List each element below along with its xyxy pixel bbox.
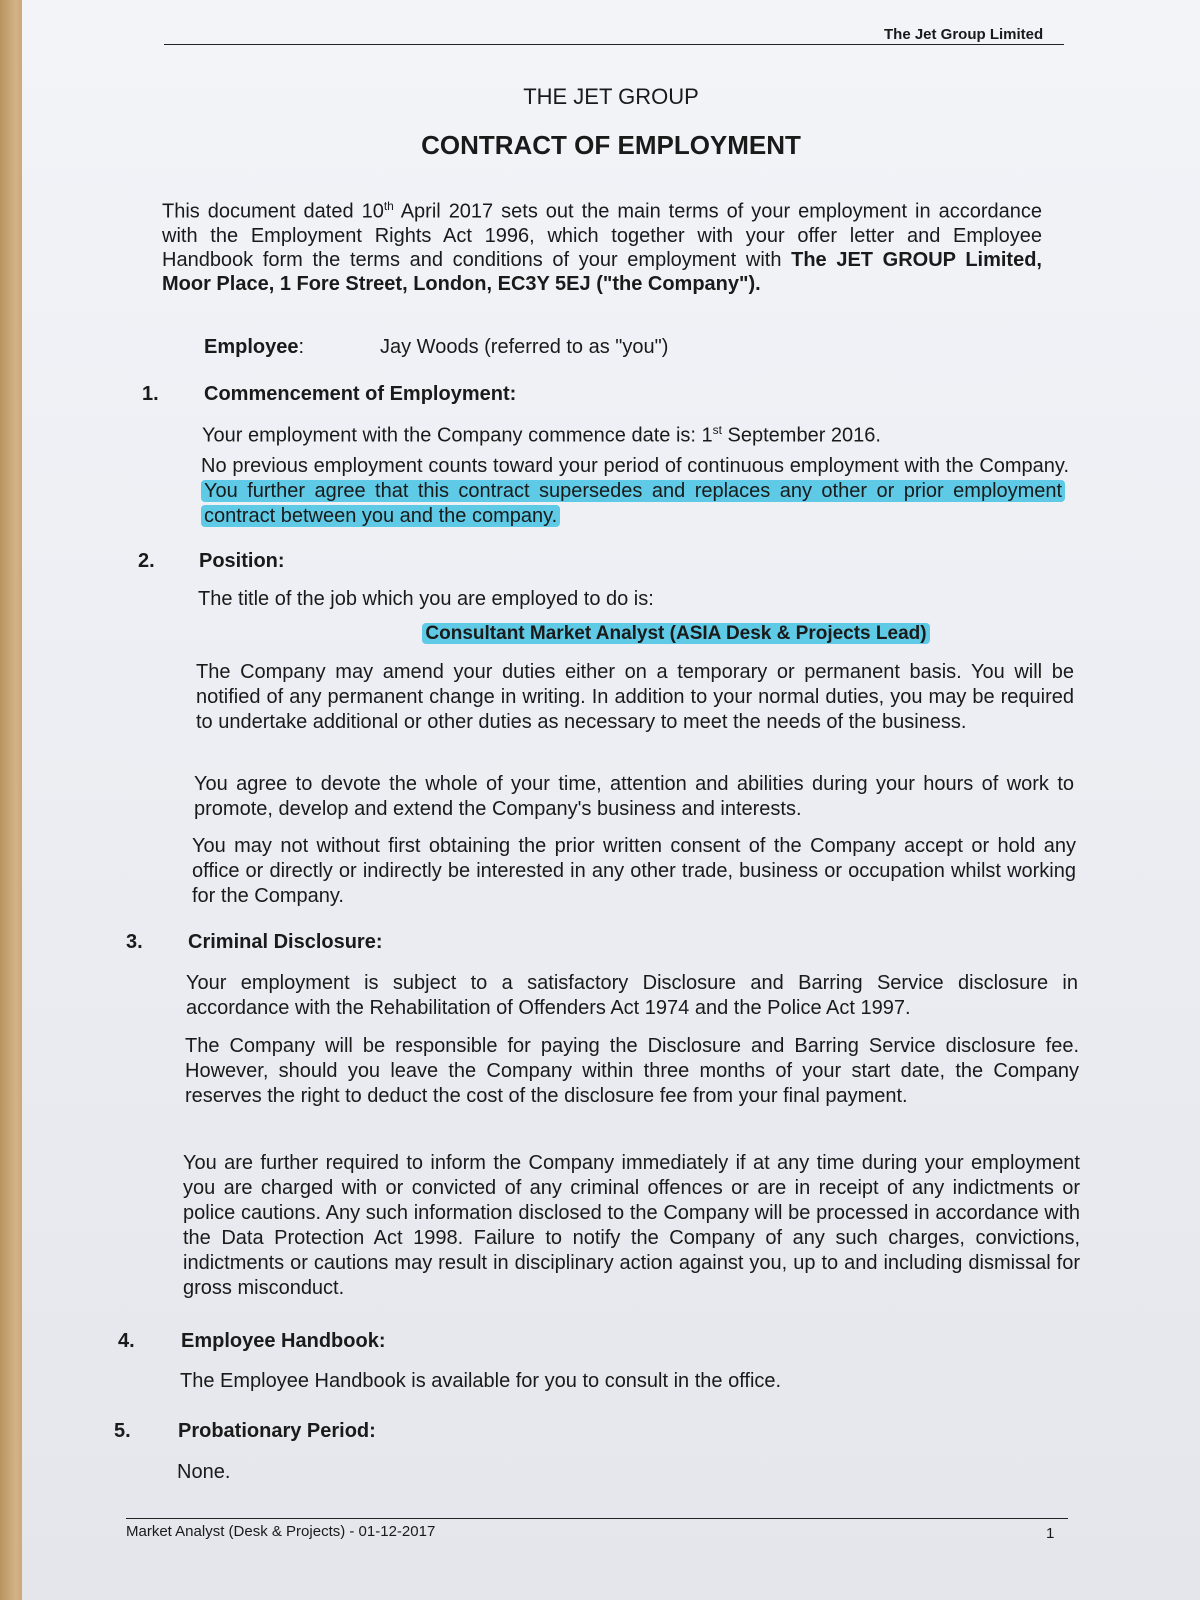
section-2-number: 2.: [138, 550, 155, 572]
intro-text-a: This document dated 10: [162, 200, 384, 223]
section-5-heading: Probationary Period:: [178, 1420, 376, 1442]
organisation-title: THE JET GROUP: [523, 84, 699, 109]
footer-rule: [126, 1518, 1068, 1519]
section-3-fee: The Company will be responsible for paying the Disclosure and Barring Service disclosure fee. However, should you leave the Company within three months of your start date, the Company reserves the right to deduct the cost of the disclosure fee from your final payment.: [185, 1035, 1079, 1107]
commence-superscript: st: [712, 423, 722, 437]
header-rule: [164, 44, 1064, 45]
section-4-text: The Employee Handbook is available for you to consult in the office.: [180, 1370, 782, 1392]
job-title-line: [366, 623, 986, 645]
section-3-subject: Your employment is subject to a satisfactory Disclosure and Barring Service disclosure in accordance with the Rehabilitation of Offenders Act 1974 and the Police Act 1997.: [186, 972, 1078, 1019]
page-number: 1: [1046, 1525, 1055, 1542]
section-2-devotion: You agree to devote the whole of your time, attention and abilities during your hours of work to promote, develop and extend the Company's business and interests.: [194, 773, 1074, 820]
highlighted-job-title: Consultant Market Analyst (ASIA Desk & Projects Lead): [422, 623, 929, 644]
intro-text-b: April 2017 sets out the main terms of your employment in accordance with the Employment Rights Act 1996, which together with your offer letter and Employee Handbook form the terms and conditions of your employment with: [162, 200, 1042, 271]
section-1-number: 1.: [142, 383, 159, 405]
section-5-number: 5.: [114, 1420, 131, 1442]
section-2-intro: The title of the job which you are employed to do is:: [198, 588, 654, 610]
section-1-continuity: [201, 454, 1069, 529]
section-3-number: 3.: [126, 931, 143, 953]
section-4-heading: Employee Handbook:: [181, 1330, 386, 1352]
commence-text: Your employment with the Company commence date is: 1: [202, 424, 713, 447]
contract-page: [22, 0, 1200, 1600]
intro-paragraph: [162, 194, 1042, 296]
employee-colon: :: [298, 336, 305, 358]
continuity-text: No previous employment counts toward your period of continuous employment with the Company.: [201, 455, 1069, 477]
section-3-heading: Criminal Disclosure:: [188, 931, 383, 953]
section-3-inform: You are further required to inform the Company immediately if at any time during your employment you are charged with or convicted of any criminal offences or are in receipt of any indictments or police cautions. Any such information disclosed to the Company will be processed in accordance with the Data Protection Act 1998. Failure to notify the Company of any such charges, convictions, indictments or cautions may result in disciplinary action against you, up to and including dismissal for gross misconduct.: [183, 1152, 1080, 1299]
employee-row: [204, 336, 304, 359]
intro-superscript: th: [383, 199, 394, 213]
document-title: CONTRACT OF EMPLOYMENT: [421, 130, 801, 160]
footer-reference: Market Analyst (Desk & Projects) - 01-12-2017: [126, 1523, 436, 1540]
section-2-heading: Position:: [199, 550, 285, 572]
section-4-number: 4.: [118, 1330, 135, 1352]
company-address: The JET GROUP Limited, Moor Place, 1 Fore Street, London, EC3Y 5EJ ("the Company").: [162, 248, 1042, 295]
running-header: The Jet Group Limited: [884, 26, 1044, 43]
commence-date: September 2016.: [721, 424, 881, 447]
section-5-text: None.: [177, 1461, 231, 1483]
employee-name: Jay Woods (referred to as "you"): [380, 336, 669, 358]
section-1-commence: [202, 418, 1062, 449]
section-2-duties: The Company may amend your duties either on a temporary or permanent basis. You will be notified of any permanent change in writing. In addition to your normal duties, you may be required to undertake additional or other duties as necessary to meet the needs of the business.: [196, 661, 1074, 733]
employee-label: Employee: [204, 336, 299, 358]
highlighted-supersede-clause: You further agree that this contract supersedes and replaces any other or prior employment contract between you and the company.: [201, 480, 1065, 527]
section-1-heading: Commencement of Employment:: [204, 383, 517, 405]
section-2-consent: You may not without first obtaining the prior written consent of the Company accept or hold any office or directly or indirectly be interested in any other trade, business or occupation whilst working for the Company.: [192, 835, 1076, 907]
